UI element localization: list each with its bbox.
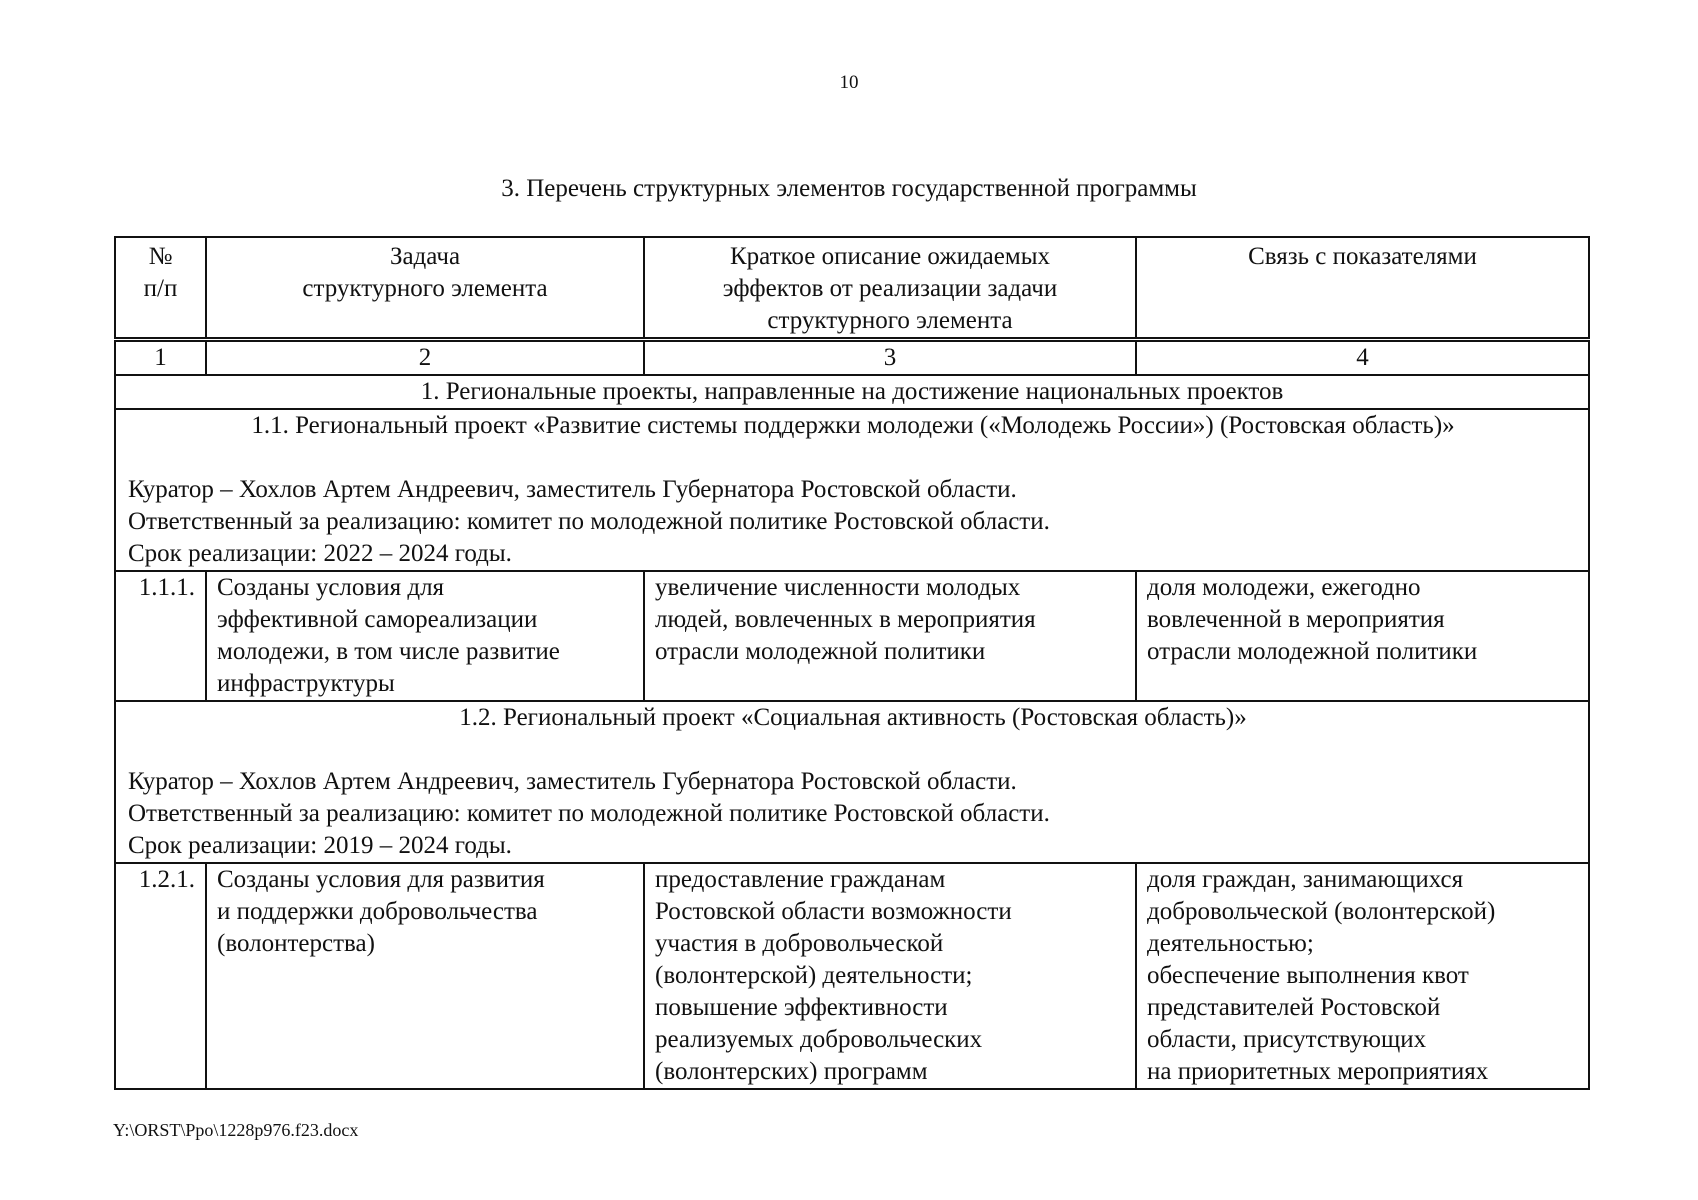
cell-line: отрасли молодежной политики (655, 638, 986, 665)
item-task (206, 571, 644, 701)
cell-line: повышение эффективности (655, 994, 948, 1021)
cell-line: инфраструктуры (217, 670, 395, 697)
header-line: № (148, 243, 173, 270)
project-responsible: Ответственный за реализацию: комитет по молодежной политике Ростовской области. (128, 800, 1050, 827)
header-number (115, 237, 206, 340)
page-number: 10 (839, 72, 859, 93)
project-block (115, 701, 1589, 863)
column-number: 1 (115, 340, 206, 376)
header-line: структурного элемента (767, 307, 1013, 334)
column-number: 2 (206, 340, 644, 376)
project-term: Срок реализации: 2022 – 2024 годы. (128, 540, 512, 567)
project-row (115, 701, 1589, 863)
cell-line: людей, вовлеченных в мероприятия (655, 606, 1036, 633)
item-indicators (1136, 571, 1589, 701)
item-number: 1.1.1. (115, 571, 206, 701)
cell-line: отрасли молодежной политики (1147, 638, 1478, 665)
cell-line: представителей Ростовской (1147, 994, 1441, 1021)
column-number: 4 (1136, 340, 1589, 376)
structural-elements-table (114, 236, 1590, 1090)
header-effects (644, 237, 1136, 340)
cell-line: (волонтерской) деятельности; (655, 962, 973, 989)
project-title: 1.2. Региональный проект «Социальная активность (Ростовская область)» (459, 704, 1247, 731)
item-task (206, 863, 644, 1089)
project-curator: Куратор – Хохлов Артем Андреевич, заместитель Губернатора Ростовской области. (128, 768, 1017, 795)
table-row (115, 571, 1589, 701)
cell-line: на приоритетных мероприятиях (1147, 1058, 1489, 1085)
header-line: структурного элемента (302, 275, 548, 302)
header-line: эффектов от реализации задачи (722, 275, 1058, 302)
header-indicators (1136, 237, 1589, 340)
header-line: Краткое описание ожидаемых (730, 243, 1050, 270)
section-title: 3. Перечень структурных элементов государственной программы (501, 175, 1197, 202)
header-line: п/п (143, 275, 178, 302)
item-effects (644, 571, 1136, 701)
item-indicators (1136, 863, 1589, 1089)
column-number: 3 (644, 340, 1136, 376)
cell-line: увеличение численности молодых (655, 574, 1021, 601)
cell-line: и поддержки добровольчества (217, 898, 538, 925)
section-heading: 1. Региональные проекты, направленные на достижение национальных проектов (115, 375, 1589, 409)
cell-line: вовлеченной в мероприятия (1147, 606, 1445, 633)
section-row (115, 375, 1589, 409)
cell-line: деятельностью; (1147, 930, 1314, 957)
item-number: 1.2.1. (115, 863, 206, 1089)
cell-line: участия в добровольческой (655, 930, 944, 957)
cell-line: добровольческой (волонтерской) (1147, 898, 1496, 925)
cell-line: эффективной самореализации (217, 606, 538, 633)
project-block (115, 409, 1589, 571)
cell-line: (волонтерских) программ (655, 1058, 928, 1085)
cell-line: (волонтерства) (217, 930, 375, 957)
footer-file-path: Y:\ORST\Ppo\1228p976.f23.docx (113, 1120, 359, 1140)
header-line: Задача (389, 243, 461, 270)
header-task (206, 237, 644, 340)
cell-line: молодежи, в том числе развитие (217, 638, 560, 665)
table-row (115, 863, 1589, 1089)
cell-line: Созданы условия для развития (217, 866, 545, 893)
project-row (115, 409, 1589, 571)
cell-line: предоставление гражданам (655, 866, 946, 893)
header-line: Связь с показателями (1248, 243, 1477, 270)
item-effects (644, 863, 1136, 1089)
project-title: 1.1. Региональный проект «Развитие системы поддержки молодежи («Молодежь России») (Ростовская область)» (251, 412, 1455, 439)
cell-line: доля граждан, занимающихся (1147, 866, 1464, 893)
project-curator: Куратор – Хохлов Артем Андреевич, заместитель Губернатора Ростовской области. (128, 476, 1017, 503)
project-responsible: Ответственный за реализацию: комитет по молодежной политике Ростовской области. (128, 508, 1050, 535)
spacer (128, 442, 1578, 474)
cell-line: области, присутствующих (1147, 1026, 1427, 1053)
spacer (128, 734, 1578, 766)
cell-line: доля молодежи, ежегодно (1147, 574, 1421, 601)
table-header-row (115, 237, 1589, 340)
cell-line: обеспечение выполнения квот (1147, 962, 1469, 989)
cell-line: реализуемых добровольческих (655, 1026, 983, 1053)
column-number-row (115, 340, 1589, 376)
cell-line: Созданы условия для (217, 574, 445, 601)
cell-line: Ростовской области возможности (655, 898, 1012, 925)
project-term: Срок реализации: 2019 – 2024 годы. (128, 832, 512, 859)
